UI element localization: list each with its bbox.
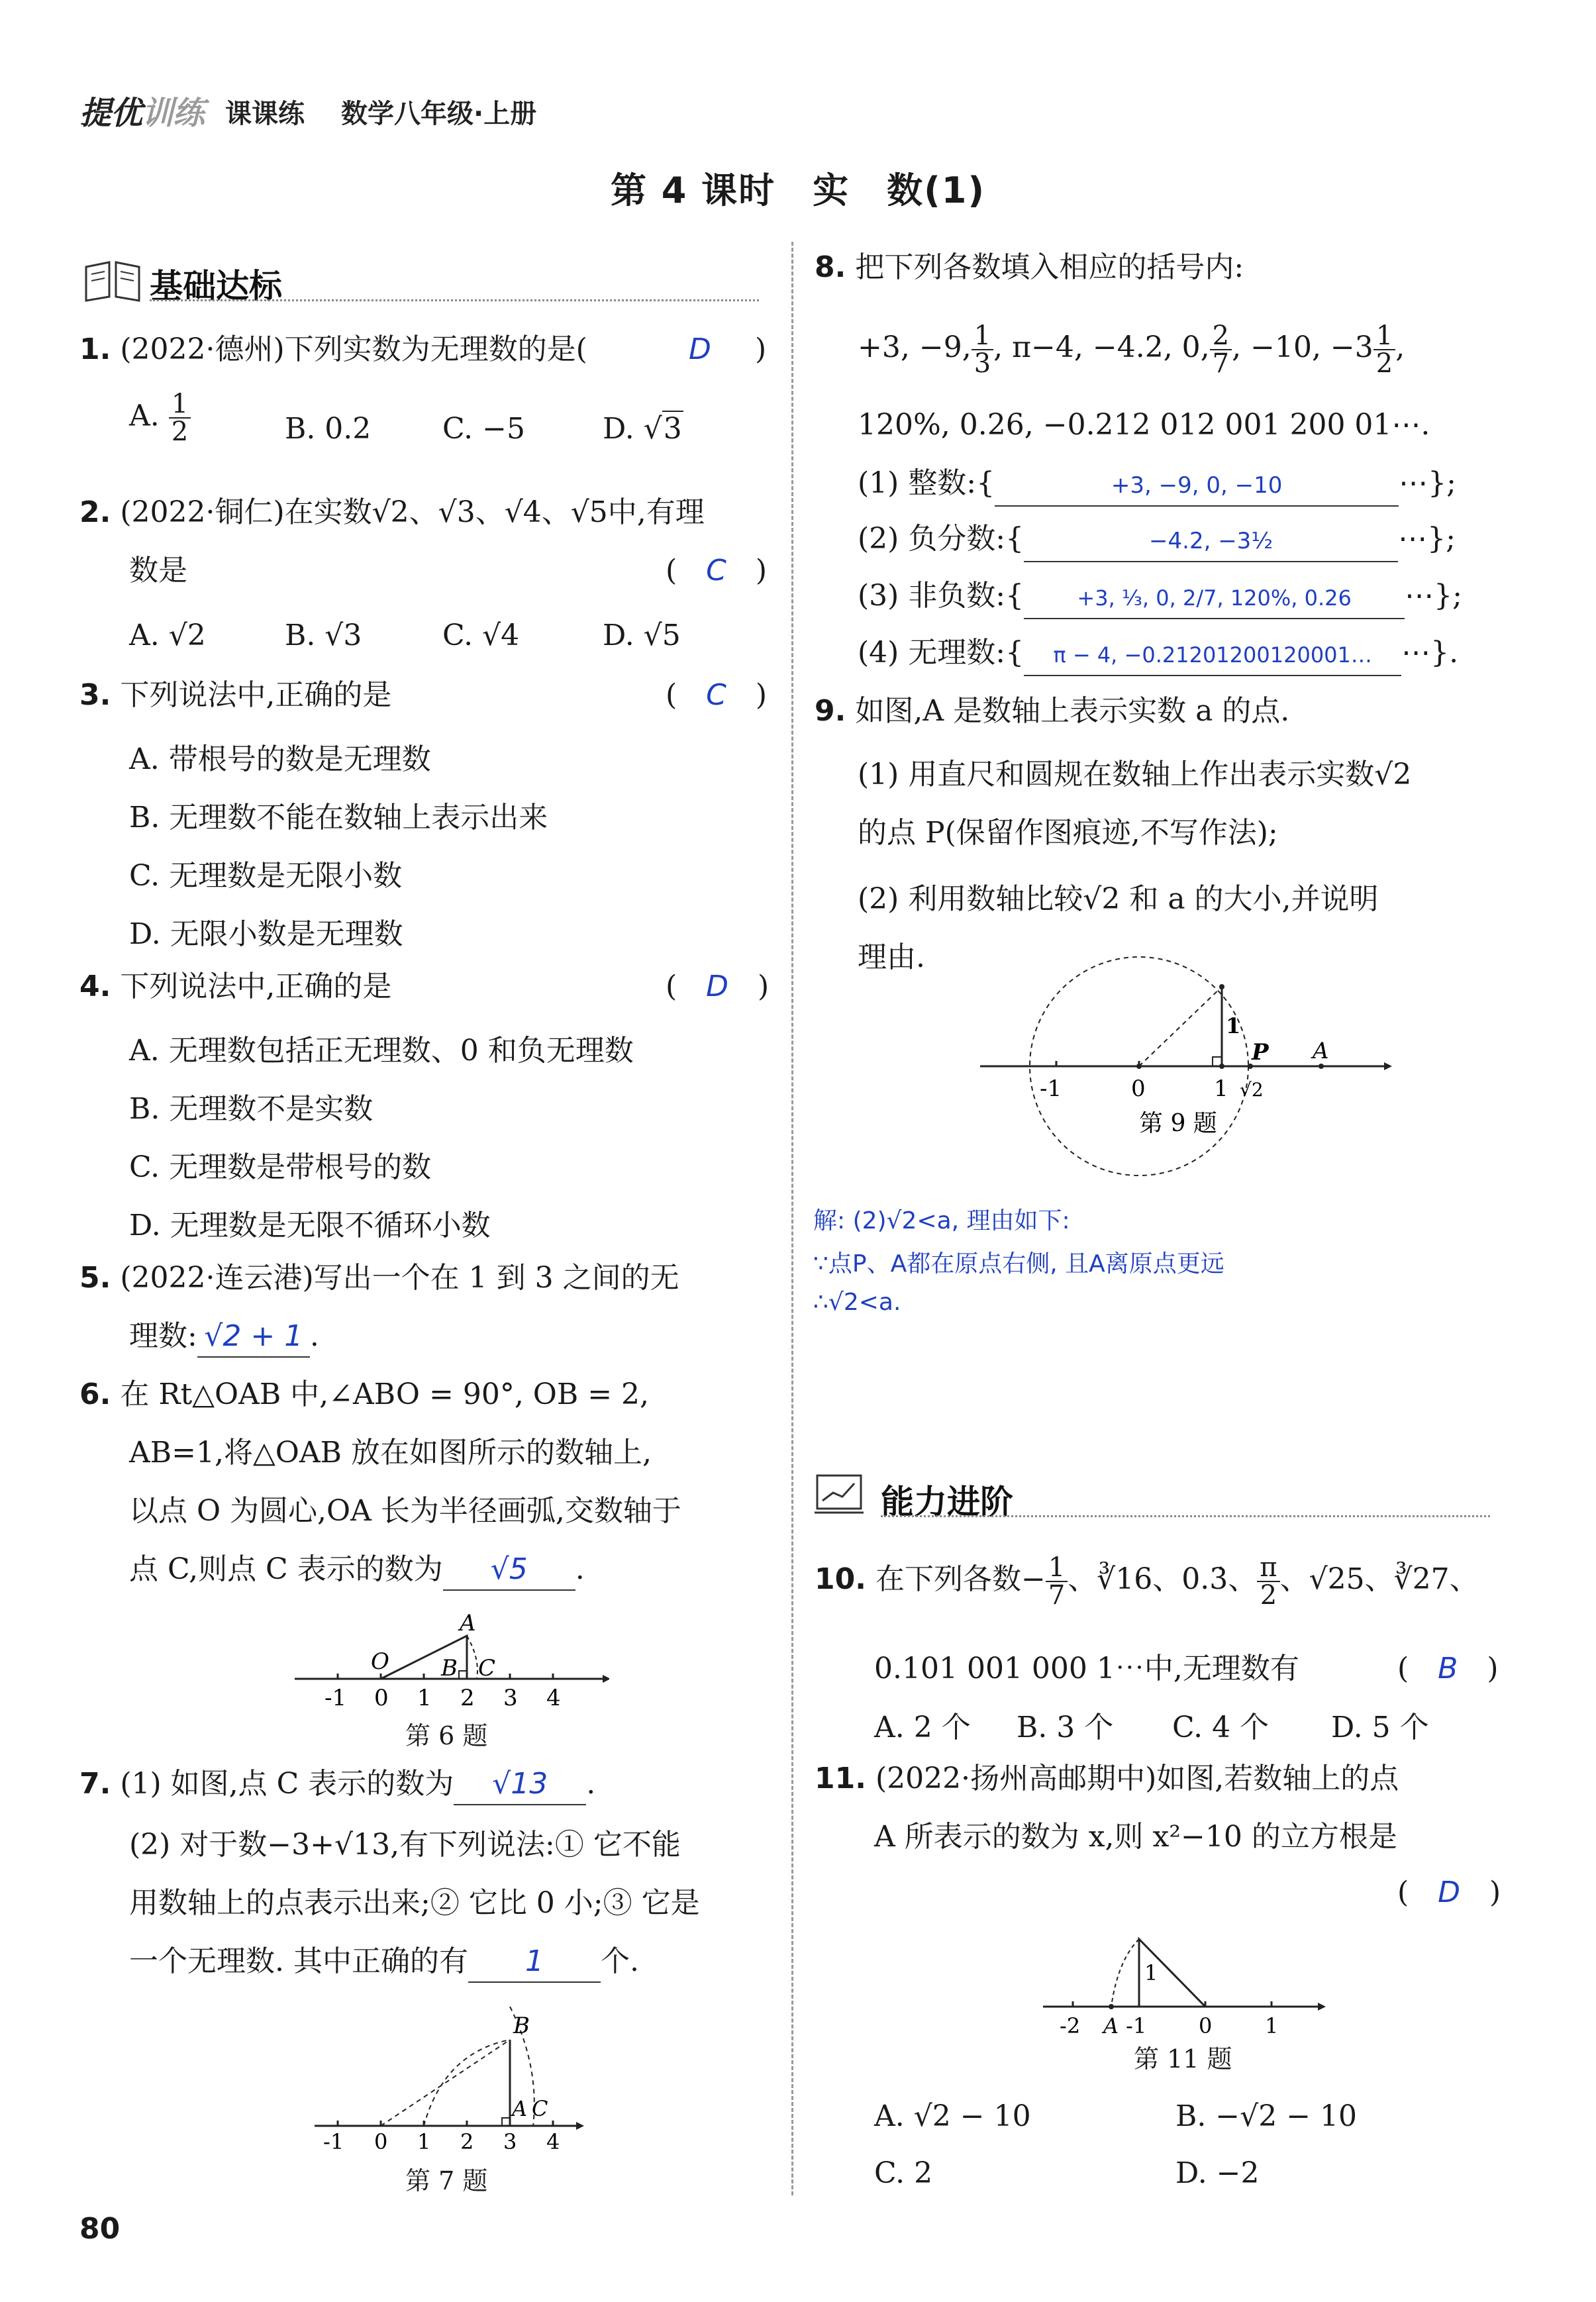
fig6-tick-1: 1 [417,1685,432,1711]
fig6-label-c: C [478,1655,496,1681]
q1-answer-paren [689,330,711,370]
book-icon [79,257,146,306]
q4-answer: D [706,970,729,1003]
fig11-tick-m2: -2 [1060,2013,1081,2038]
q3-option-c: C. 无理数是无限小数 [129,859,403,893]
brand-logo: 提优训练 [79,95,205,132]
fig9-label-a: A [1313,1038,1329,1064]
q3-answer-paren: ( C ) [666,678,768,712]
fig7-tick-0: 0 [374,2129,388,2152]
chart-icon [813,1470,866,1519]
fig6-label-a: A [460,1610,476,1636]
q1-option-d: D. √3 [603,412,682,446]
fig6-tick-4: 4 [546,1685,561,1711]
q1-option-b: B. 0.2 [285,412,372,446]
figure-6 [291,1603,609,1718]
section-basic-heading: 基础达标 [150,267,282,305]
q4-option-a: A. 无理数包括正无理数、0 和负无理数 [129,1034,634,1068]
question-9: 9. 如图,A 是数轴上表示实数 a 的点. [815,694,1290,728]
page-number: 80 [79,2212,121,2246]
q2-option-a: A. √2 [129,619,206,652]
q10-option-d: D. 5 个 [1331,1711,1429,1744]
section-advanced-heading: 能力进阶 [881,1483,1013,1521]
figure-11 [1040,1927,1331,2049]
q9-part2-line1: (2) 利用数轴比较√2 和 a 的大小,并说明 [858,882,1379,916]
q4-option-c: C. 无理数是带根号的数 [129,1150,432,1184]
q6-line-2: AB=1,将△OAB 放在如图所示的数轴上, [129,1436,652,1470]
q6-line-3: 以点 O 为圆心,OA 长为半径画弧,交数轴于 [129,1494,681,1528]
q9-part2-line2: 理由. [858,940,925,974]
q1-answer: D [689,332,711,366]
q8-numbers-line1: +3, −9, $\frac{1}{3}$ , π−4, −4.2, 0, $\frac{2}{7}$ , −10, −3 $\frac{1}{2}$ , [858,320,1405,379]
q3-option-d: D. 无限小数是无理数 [129,917,403,951]
q11-line-2: A 所表示的数为 x,则 x²−10 的立方根是 [874,1820,1397,1854]
q7-answer-2: 1 [524,1944,544,1978]
section-advanced-underline [881,1515,1490,1517]
book-label: 数学八年级·上册 [341,99,537,129]
q6-line-4: 点 C,则点 C 表示的数为 √5 . [129,1550,585,1591]
question-5: 5. (2022·连云港)写出一个在 1 到 3 之间的无 [79,1261,679,1295]
q5-line-2: 理数: √2 + 1 . [129,1317,319,1358]
q10-option-c: C. 4 个 [1172,1711,1270,1744]
q10-answer-paren: ( B ) [1397,1652,1499,1685]
fig11-label-side: 1 [1144,1960,1158,1985]
fig7-tick-2: 2 [460,2129,474,2152]
q7-part2-line3: 一个无理数. 其中正确的有 1 个. [129,1942,639,1983]
fig6-label-o: O [371,1648,389,1675]
q7-part2-line1: (2) 对于数−3+√13,有下列说法:① 它不能 [129,1828,681,1862]
q5-answer: √2 + 1 [204,1319,303,1353]
question-7: 7. (1) 如图,点 C 表示的数为 √13 . [79,1764,595,1805]
figure-9-caption: 第 9 题 [1139,1110,1217,1137]
q2-answer-paren: ( C ) [666,554,768,587]
q11-answer-paren: ( D ) [1397,1876,1501,1909]
fig9-tick-1: 1 [1214,1076,1228,1102]
fig11-label-a: A [1103,2013,1119,2038]
q10-option-a: A. 2 个 [874,1711,971,1744]
fig7-tick-3: 3 [503,2129,517,2152]
q9-solution-1: 解: (2)√2<a, 理由如下: [813,1207,1070,1234]
q8-category-irrational: (4) 无理数:{ π − 4, −0.21201200120001… ⋯}. [858,633,1458,676]
page-title: 第 4 课时 实 数(1) [610,170,986,211]
q1-option-c: C. −5 [442,412,525,446]
fig11-tick-m1: -1 [1126,2013,1147,2038]
question-1: 1. (2022·德州)下列实数为无理数的是( [79,332,587,366]
series-label: 课课练 [225,99,305,129]
q9-solution-2: ∵点P、A都在原点右侧, 且A离原点更远 [813,1250,1224,1277]
q2-option-c: C. √4 [442,619,520,652]
question-8: 8. 把下列各数填入相应的括号内: [815,250,1244,284]
figure-11-caption: 第 11 题 [1134,2044,1232,2074]
fig6-tick-3: 3 [503,1685,518,1711]
q10-answer: B [1438,1652,1458,1685]
fig7-label-b: B [513,2013,530,2039]
q2-option-b: B. √3 [285,619,362,652]
question-10: 10. 在下列各数− $\frac{1}{7}$ 、∛16、0.3̇、 $\frac{\pi}{2}$ 、√25、∛27、 [815,1552,1479,1611]
q8-category-nonneg: (3) 非负数:{ +3, ⅓, 0, 2/7, 120%, 0.26 ⋯}; [858,576,1462,619]
section-basic-underline [150,299,759,301]
q8-answer-irrational: π − 4, −0.21201200120001… [1053,642,1372,668]
fig11-tick-1: 1 [1265,2013,1279,2038]
q6-answer: √5 [490,1552,528,1586]
q4-option-d: D. 无理数是无限不循环小数 [129,1209,491,1242]
q8-numbers-line2: 120%, 0.26, −0.212 012 001 200 01⋯. [858,408,1430,442]
fig6-label-b: B [441,1655,458,1681]
q11-option-a: A. √2 − 10 [874,2099,1031,2133]
q8-answer-nonneg: +3, ⅓, 0, 2/7, 120%, 0.26 [1077,585,1352,611]
fig7-tick-1: 1 [417,2129,431,2152]
fig9-label-p: P [1252,1039,1269,1066]
q3-option-b: B. 无理数不能在数轴上表示出来 [129,801,548,834]
question-6: 6. 在 Rt△OAB 中,∠ABO = 90°, OB = 2, [79,1377,650,1411]
q9-part1-line2: 的点 P(保留作图痕迹,不写作法); [858,816,1278,850]
fig7-tick-m1: -1 [323,2129,344,2152]
q4-answer-paren: ( D ) [666,970,770,1003]
q2-option-d: D. √5 [603,619,681,652]
fig7-tick-4: 4 [546,2129,560,2152]
question-3: 3. 下列说法中,正确的是 [79,678,392,712]
fig9-label-side: 1 [1226,1013,1241,1038]
figure-9 [973,940,1397,1188]
figure-7-caption: 第 7 题 [405,2166,488,2195]
figure-7 [311,1993,603,2155]
fig7-label-c: C [532,2096,548,2121]
q8-answer-integers: +3, −9, 0, −10 [1111,472,1283,499]
q1-close: ) [755,332,767,366]
q10-option-b: B. 3 个 [1017,1711,1114,1744]
q9-part1-line1: (1) 用直尺和圆规在数轴上作出表示实数√2 [858,758,1412,791]
fig9-tick-m1: -1 [1040,1076,1062,1102]
q2-answer: C [706,554,726,587]
fig11-tick-0: 0 [1199,2013,1213,2038]
q7-answer-1: √13 [492,1767,548,1801]
q1-option-a: A. $\frac{1}{2}$ [129,391,191,445]
fig6-tick-2: 2 [460,1685,475,1711]
q8-category-negfrac: (2) 负分数:{ −4.2, −3½ ⋯}; [858,519,1456,562]
q11-option-b: B. −√2 − 10 [1175,2099,1358,2133]
q8-category-integers: (1) 整数:{ +3, −9, 0, −10 ⋯}; [858,464,1456,507]
fig7-label-a: A [512,2096,528,2121]
q10-line-2: 0.101 001 000 1⋯中,无理数有 [874,1652,1299,1685]
fig9-tick-0: 0 [1131,1076,1146,1102]
q4-option-b: B. 无理数不是实数 [129,1092,374,1126]
fig6-tick-0: 0 [374,1685,389,1711]
figure-6-caption: 第 6 题 [405,1721,488,1750]
q2-stem-2: 数是 [129,554,187,587]
q9-solution-3: ∴√2<a. [813,1289,901,1316]
question-4: 4. 下列说法中,正确的是 [79,970,392,1003]
question-2: 2. (2022·铜仁)在实数√2、√3、√4、√5中,有理 [79,495,705,529]
q7-part2-line2: 用数轴上的点表示出来;② 它比 0 小;③ 它是 [129,1886,700,1920]
q3-option-a: A. 带根号的数是无理数 [129,742,431,776]
fig6-tick-m1: -1 [324,1685,347,1711]
question-11: 11. (2022·扬州高邮期中)如图,若数轴上的点 [815,1762,1399,1795]
column-divider [791,242,793,2195]
q11-option-d: D. −2 [1175,2156,1260,2190]
fig9-label-root2: √2 [1240,1079,1264,1101]
q3-answer: C [706,678,726,712]
q8-answer-negfrac: −4.2, −3½ [1149,528,1273,554]
q11-option-c: C. 2 [874,2156,933,2190]
q11-answer: D [1438,1876,1461,1909]
